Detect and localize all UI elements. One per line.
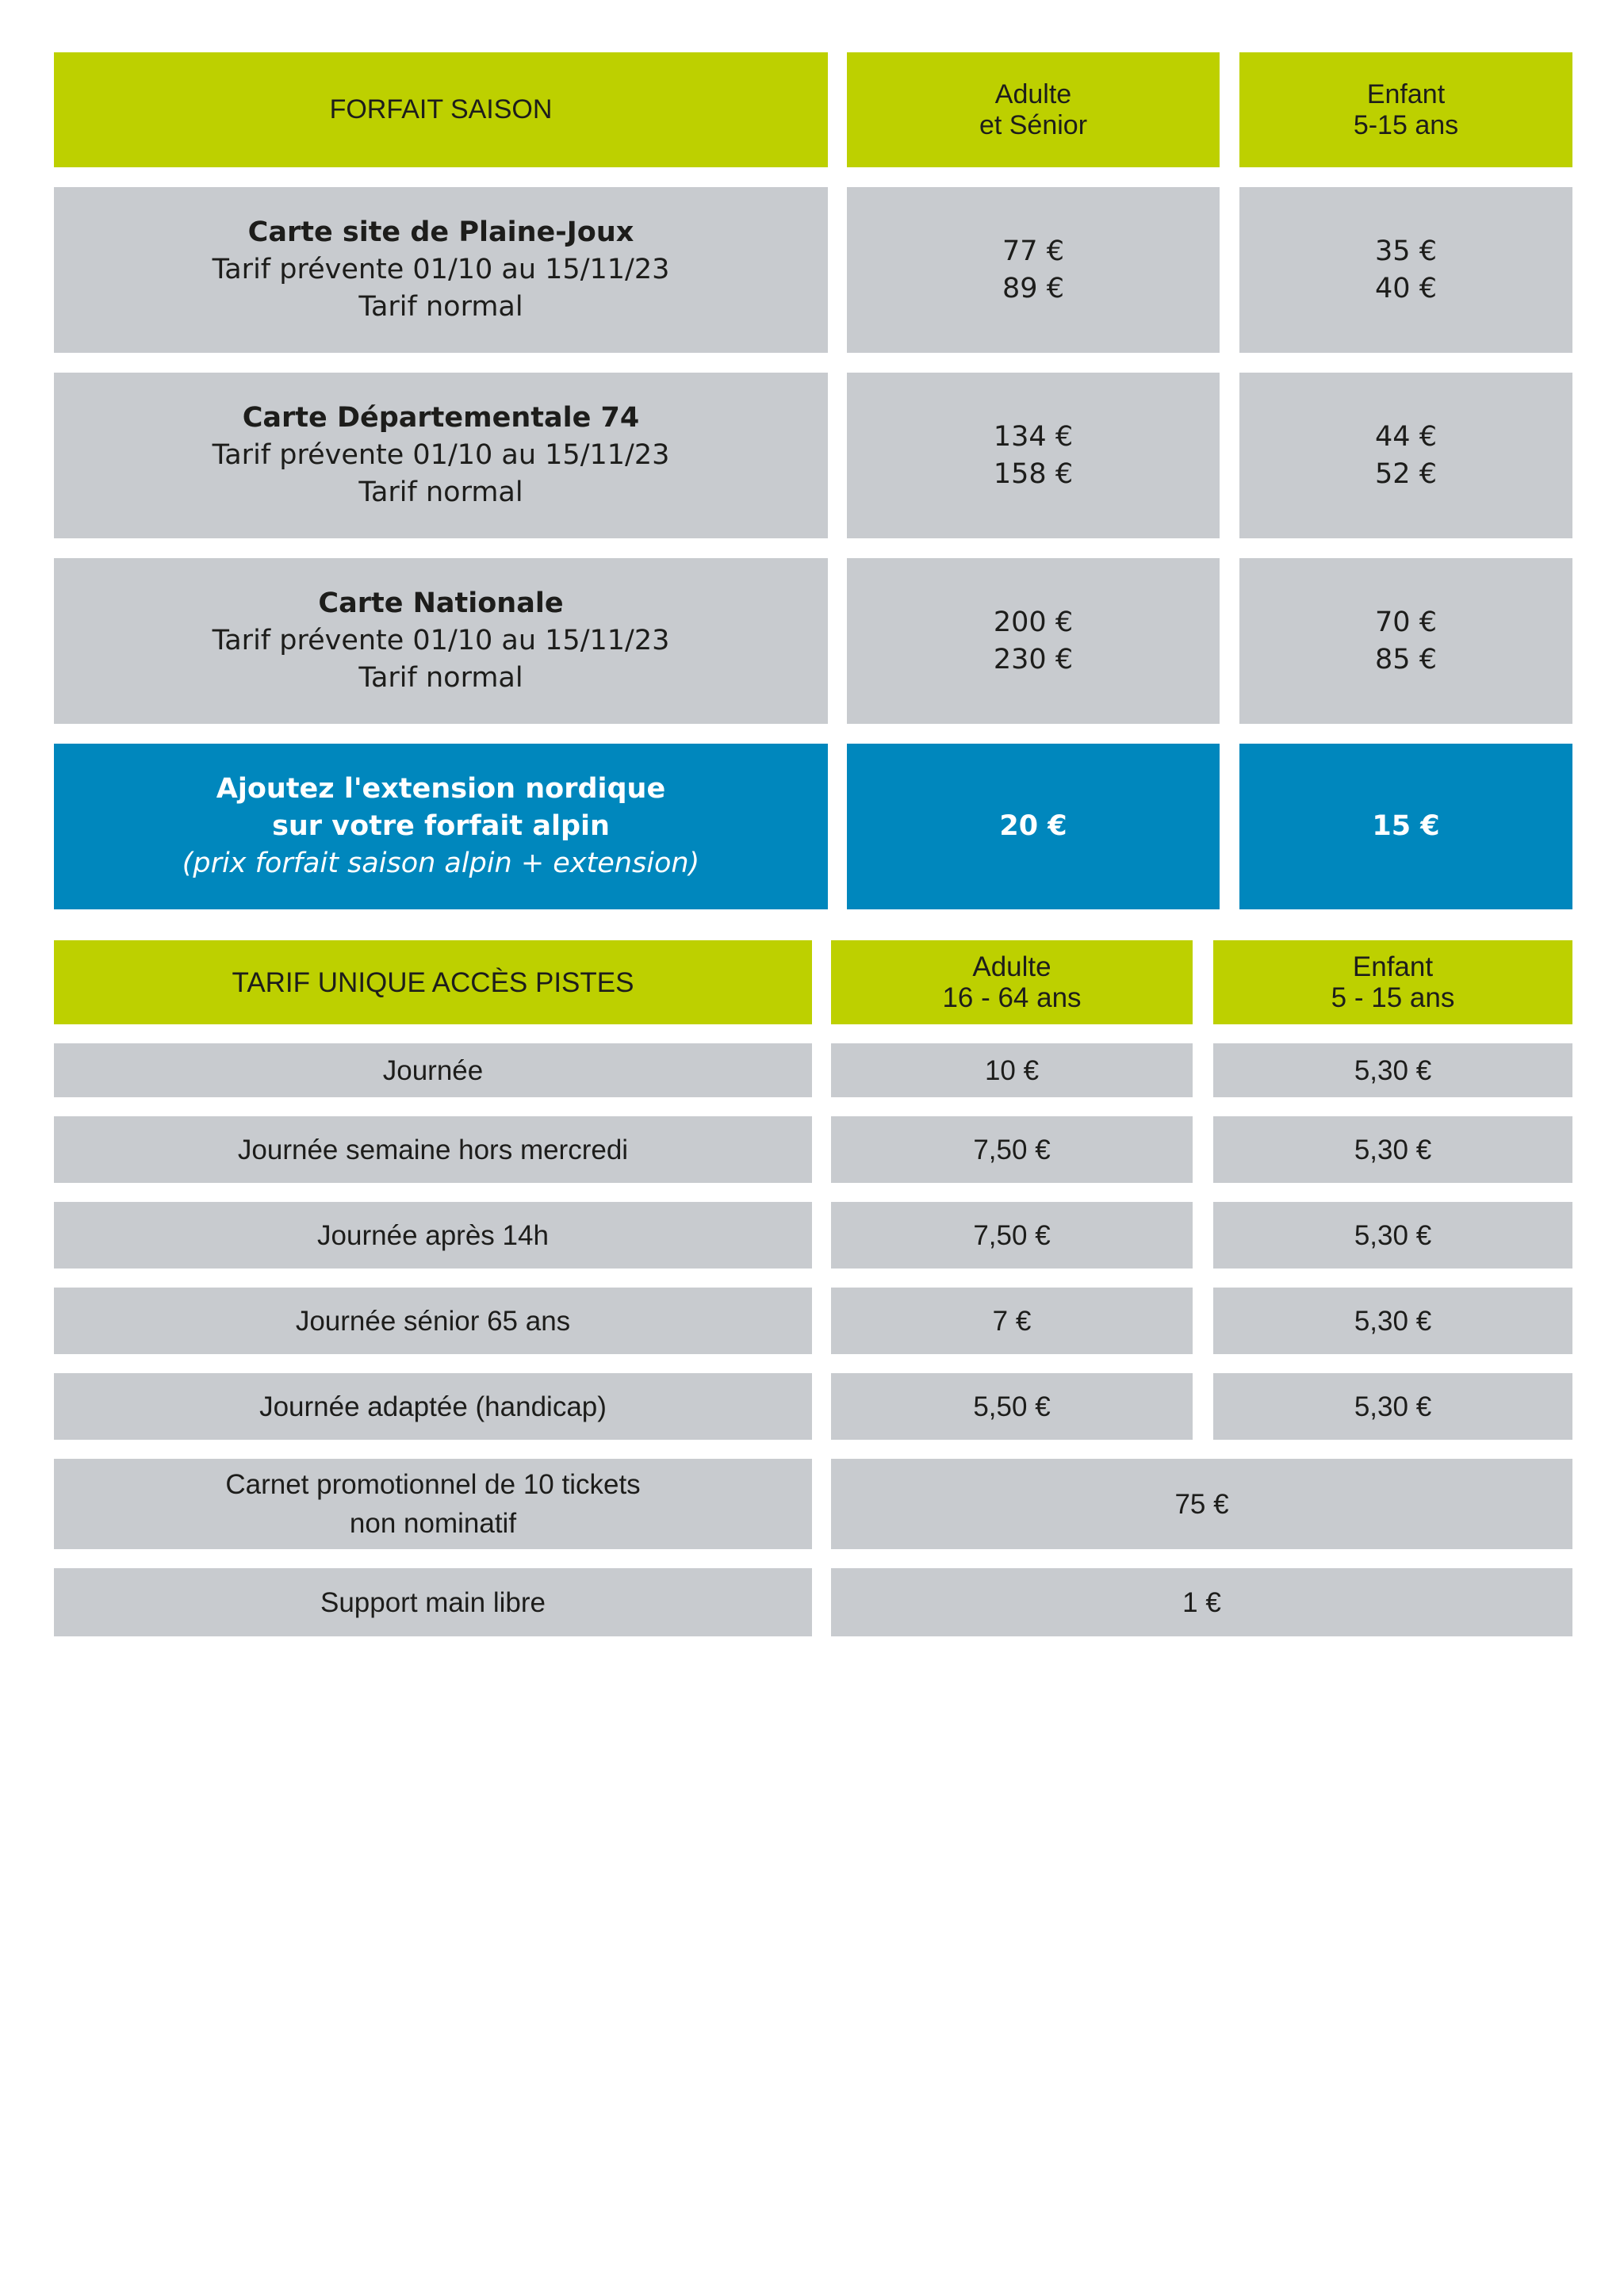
pass-name: Carte Nationale [318, 587, 564, 619]
normal-line: Tarif normal [358, 662, 523, 694]
single-row-label: Journée adaptée (handicap) [54, 1373, 812, 1440]
single-row-adult-price: 10 € [831, 1043, 1193, 1097]
single-row-adult-price: 5,50 € [831, 1373, 1193, 1440]
extension-note: (prix forfait saison alpin + extension) [182, 848, 700, 879]
season-row-child-price: 70 € 85 € [1239, 558, 1572, 724]
support-label: Support main libre [54, 1568, 812, 1636]
season-header-adult: Adulte et Sénior [847, 52, 1220, 167]
single-row-adult-price: 7,50 € [831, 1202, 1193, 1269]
single-row-child-price: 5,30 € [1213, 1043, 1572, 1097]
single-header-child: Enfant 5 - 15 ans [1213, 940, 1572, 1024]
support-price: 1 € [831, 1568, 1572, 1636]
extension-label: Ajoutez l'extension nordique sur votre forfait alpin (prix forfait saison alpin + extension) [54, 744, 828, 909]
single-row-child-price: 5,30 € [1213, 1288, 1572, 1354]
presale-line: Tarif prévente 01/10 au 15/11/23 [212, 625, 670, 656]
season-row-label [54, 558, 828, 724]
single-row-child-price: 5,30 € [1213, 1202, 1572, 1269]
season-row-adult-price: 200 € 230 € [847, 558, 1220, 724]
single-row-label: Journée [54, 1043, 812, 1097]
single-row-child-price: 5,30 € [1213, 1116, 1572, 1183]
normal-line: Tarif normal [358, 291, 523, 323]
single-row-adult-price: 7,50 € [831, 1116, 1193, 1183]
season-row-label [54, 373, 828, 538]
season-row-adult-price: 134 € 158 € [847, 373, 1220, 538]
single-header-title: TARIF UNIQUE ACCÈS PISTES [54, 940, 812, 1024]
presale-line: Tarif prévente 01/10 au 15/11/23 [212, 254, 670, 285]
single-row-child-price: 5,30 € [1213, 1373, 1572, 1440]
season-row-child-price: 44 € 52 € [1239, 373, 1572, 538]
carnet-price: 75 € [831, 1459, 1572, 1549]
season-row-adult-price: 77 € 89 € [847, 187, 1220, 353]
pass-name: Carte site de Plaine-Joux [247, 216, 634, 248]
normal-line: Tarif normal [358, 476, 523, 508]
extension-child-price: 15 € [1239, 744, 1572, 909]
single-row-label: Journée après 14h [54, 1202, 812, 1269]
single-row-adult-price: 7 € [831, 1288, 1193, 1354]
season-header-title: FORFAIT SAISON [54, 52, 828, 167]
season-row-child-price: 35 € 40 € [1239, 187, 1572, 353]
season-row-label [54, 187, 828, 353]
extension-adult-price: 20 € [847, 744, 1220, 909]
carnet-label: Carnet promotionnel de 10 tickets non nominatif [54, 1459, 812, 1549]
single-row-label: Journée semaine hors mercredi [54, 1116, 812, 1183]
single-row-label: Journée sénior 65 ans [54, 1288, 812, 1354]
season-header-child: Enfant 5-15 ans [1239, 52, 1572, 167]
presale-line: Tarif prévente 01/10 au 15/11/23 [212, 439, 670, 471]
single-header-adult: Adulte 16 - 64 ans [831, 940, 1193, 1024]
pass-name: Carte Départementale 74 [242, 402, 640, 434]
